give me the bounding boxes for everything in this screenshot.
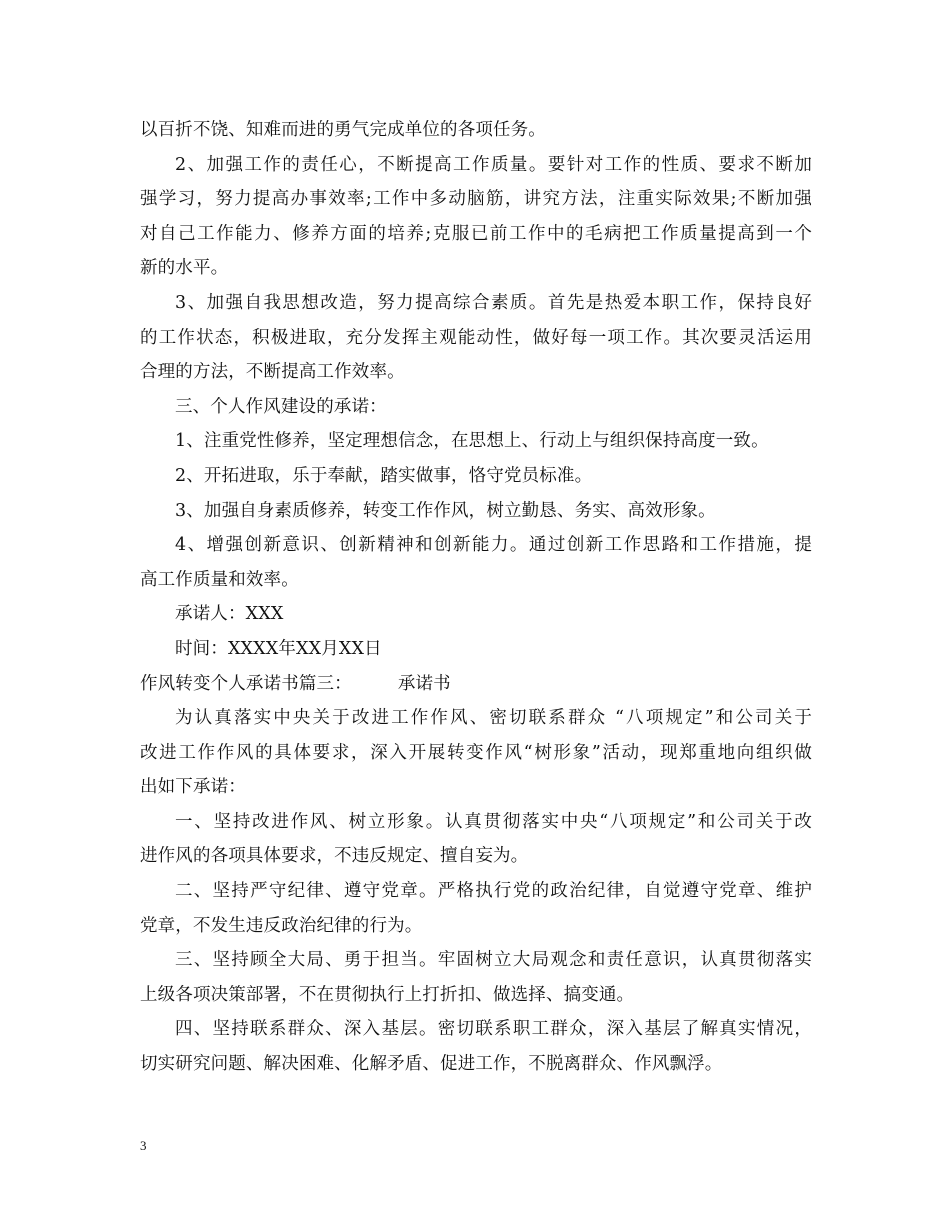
- document-body: [140, 113, 812, 1082]
- text-line: 以百折不饶、知难而进的勇气完成单位的各项任务。: [140, 120, 546, 140]
- text-line: 改进工作作风的具体要求，深入开展转变作风“树形象”活动，现郑重地向组织做: [140, 742, 812, 763]
- text-line: 合理的方法，不断提高工作效率。: [140, 362, 405, 383]
- text-line: 党章，不发生违反政治纪律的行为。: [140, 915, 423, 936]
- text-line: 切实研究问题、解决困难、化解矛盾、促进工作，不脱离群众、作风飘浮。: [140, 1054, 723, 1075]
- text-line: 四、坚持联系群众、深入基层。密切联系职工群众，深入基层了解真实情况，: [175, 1019, 812, 1040]
- text-line: 4、增强创新意识、创新精神和创新能力。通过创新工作思路和工作措施，提: [175, 535, 812, 556]
- text-line: 的工作状态，积极进取，充分发挥主观能动性，做好每一项工作。其次要灵活运用: [140, 327, 812, 348]
- text-line: 2、开拓进取，乐于奉献，踏实做事，恪守党员标准。: [175, 465, 593, 486]
- text-line: 强学习，努力提高办事效率;工作中多动脑筋，讲究方法，注重实际效果;不断加强: [140, 189, 812, 210]
- section-subheading: 三、个人作风建设的承诺：: [175, 396, 387, 417]
- section-heading: [140, 667, 812, 702]
- text-line: 3、加强自身素质修养，转变工作作风，树立勤恳、务实、高效形象。: [175, 500, 716, 521]
- text-line: 高工作质量和效率。: [140, 569, 299, 590]
- section-heading-left: 作风转变个人承诺书篇三：: [140, 673, 352, 694]
- text-line: 出如下承诺：: [140, 777, 246, 798]
- text-line: 2、加强工作的责任心，不断提高工作质量。要针对工作的性质、要求不断加: [175, 154, 812, 175]
- text-line: 新的水平。: [140, 258, 229, 279]
- section-heading-right: 承诺书: [397, 673, 451, 694]
- text-line: 进作风的各项具体要求，不违反规定、擅自妄为。: [140, 846, 529, 867]
- page-number: 3: [140, 1138, 147, 1153]
- signer-line: 承诺人：XXX: [175, 604, 284, 625]
- date-line: 时间：XXXX年XX月XX日: [175, 638, 382, 659]
- text-line: 二、坚持严守纪律、遵守党章。严格执行党的政治纪律，自觉遵守党章、维护: [175, 881, 812, 902]
- text-line: 三、坚持顾全大局、勇于担当。牢固树立大局观念和责任意识，认真贯彻落实: [175, 950, 812, 971]
- text-line: 3、加强自我思想改造，努力提高综合素质。首先是热爱本职工作，保持良好: [175, 292, 812, 313]
- text-line: 上级各项决策部署，不在贯彻执行上打折扣、做选择、搞变通。: [140, 984, 635, 1005]
- text-line: 为认真落实中央关于改进工作作风、密切联系群众 “八项规定”和公司关于: [175, 708, 812, 729]
- text-line: 1、注重党性修养，坚定理想信念，在思想上、行动上与组织保持高度一致。: [175, 431, 769, 452]
- text-line: 对自己工作能力、修养方面的培养;克服已前工作中的毛病把工作质量提高到一个: [140, 223, 812, 244]
- text-line: 一、坚持改进作风、树立形象。认真贯彻落实中央“八项规定”和公司关于改: [175, 811, 812, 832]
